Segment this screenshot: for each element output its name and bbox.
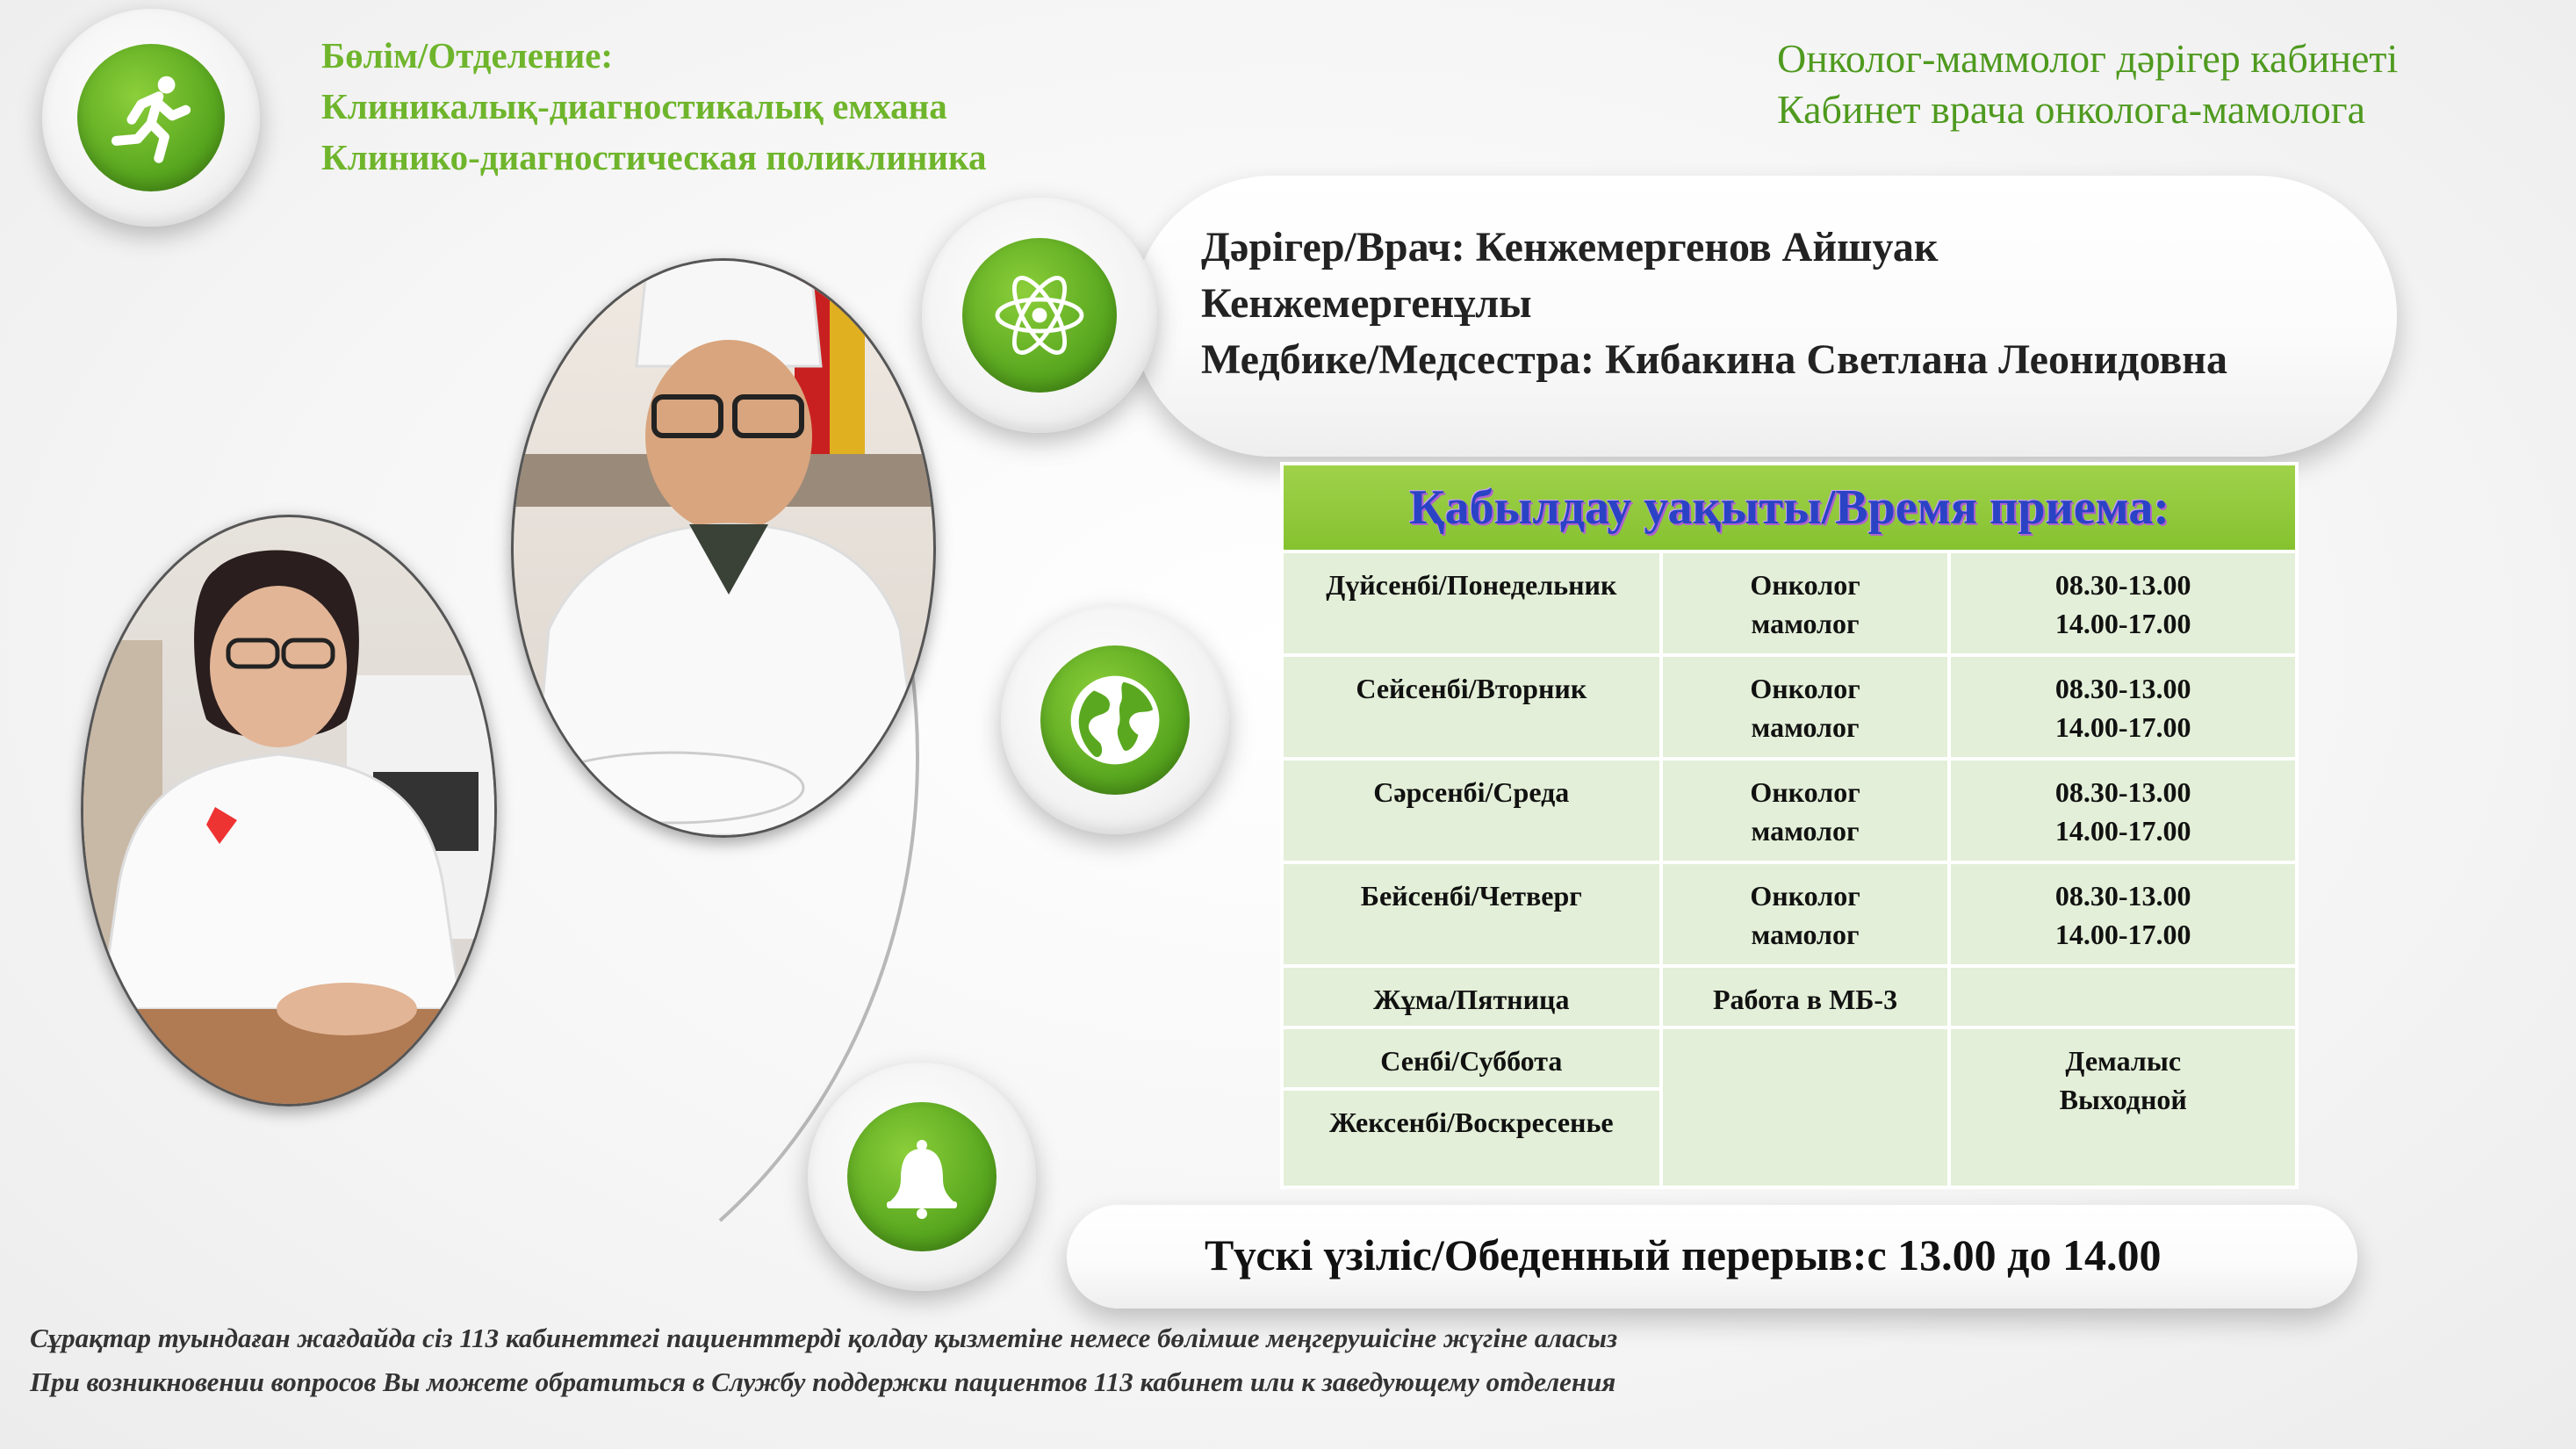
doctor-name-line1: Дәрігер/Врач: Кенжемергенов Айшуак: [1201, 224, 1939, 270]
friday-note-cell: Работа в МБ-3: [1661, 966, 1950, 1027]
specialty-cell: Онколог мамолог: [1661, 655, 1950, 759]
schedule-header: Қабылдау уақыты/Время приема:: [1282, 464, 2297, 551]
department-name-kz: Клиникалық-диагностикалық емхана: [321, 86, 947, 126]
lunch-text: Түскі үзіліс/Обеденный перерыв:с 13.00 до 14.00: [1205, 1230, 2162, 1280]
cabinet-title-ru: Кабинет врача онколога-мамолога: [1777, 87, 2366, 132]
day-cell: Сенбі/Суббота: [1282, 1027, 1661, 1089]
department-icon-ring: [42, 9, 260, 227]
hours-cell: 08.30-13.00 14.00-17.00: [1949, 862, 2297, 966]
doctor-photo: [511, 258, 936, 838]
bell-icon: [847, 1102, 997, 1251]
globe-icon: [1040, 645, 1190, 795]
table-row: [1282, 862, 2297, 966]
department-label: Бөлім/Отделение:: [321, 35, 614, 76]
specialty-cell: Онколог мамолог: [1661, 862, 1950, 966]
nurse-name: Медбике/Медсестра: Кибакина Светлана Леонидовна: [1201, 336, 2227, 383]
dayoff-cell: Демалыс Выходной: [1949, 1027, 2297, 1187]
running-person-icon: [77, 44, 225, 191]
table-row: [1282, 966, 2297, 1027]
hours-cell: 08.30-13.00 14.00-17.00: [1949, 551, 2297, 655]
day-cell: Сәрсенбі/Среда: [1282, 759, 1661, 862]
table-row: [1282, 551, 2297, 655]
day-cell: Дүйсенбі/Понедельник: [1282, 551, 1661, 655]
lunch-icon-ring: [808, 1063, 1036, 1291]
specialty-cell: Онколог мамолог: [1661, 551, 1950, 655]
footer-note-kz: Сұрақтар туындаған жағдайда сіз 113 кабинеттегі пациенттерді қолдау қызметіне немесе бөлімше меңгерушісіне жүгіне аласыз: [30, 1323, 1618, 1353]
nurse-photo: [81, 515, 497, 1107]
table-row: [1282, 759, 2297, 862]
table-row: [1282, 1027, 2297, 1089]
table-row: [1282, 655, 2297, 759]
specialty-cell: Онколог мамолог: [1661, 759, 1950, 862]
day-cell: Сейсенбі/Вторник: [1282, 655, 1661, 759]
day-cell: Жексенбі/Воскресенье: [1282, 1089, 1661, 1187]
footer-note-ru: При возникновении вопросов Вы можете обратиться в Службу поддержки пациентов 113 кабинет или к заведующему отделения: [30, 1366, 1616, 1397]
hours-cell: 08.30-13.00 14.00-17.00: [1949, 759, 2297, 862]
empty-cell: [1949, 966, 2297, 1027]
staff-icon-ring: [922, 198, 1157, 433]
cabinet-title-kz: Онколог-маммолог дәрігер кабинеті: [1777, 36, 2399, 81]
atom-icon: [962, 238, 1117, 393]
day-cell: Бейсенбі/Четверг: [1282, 862, 1661, 966]
schedule-table: [1280, 462, 2299, 1189]
schedule-icon-ring: [1001, 606, 1229, 834]
department-name-ru: Клинико-диагностическая поликлиника: [321, 137, 987, 177]
hours-cell: 08.30-13.00 14.00-17.00: [1949, 655, 2297, 759]
doctor-name-line2: Кенжемергенұлы: [1201, 280, 1532, 327]
empty-cell: [1661, 1027, 1950, 1187]
day-cell: Жұма/Пятница: [1282, 966, 1661, 1027]
